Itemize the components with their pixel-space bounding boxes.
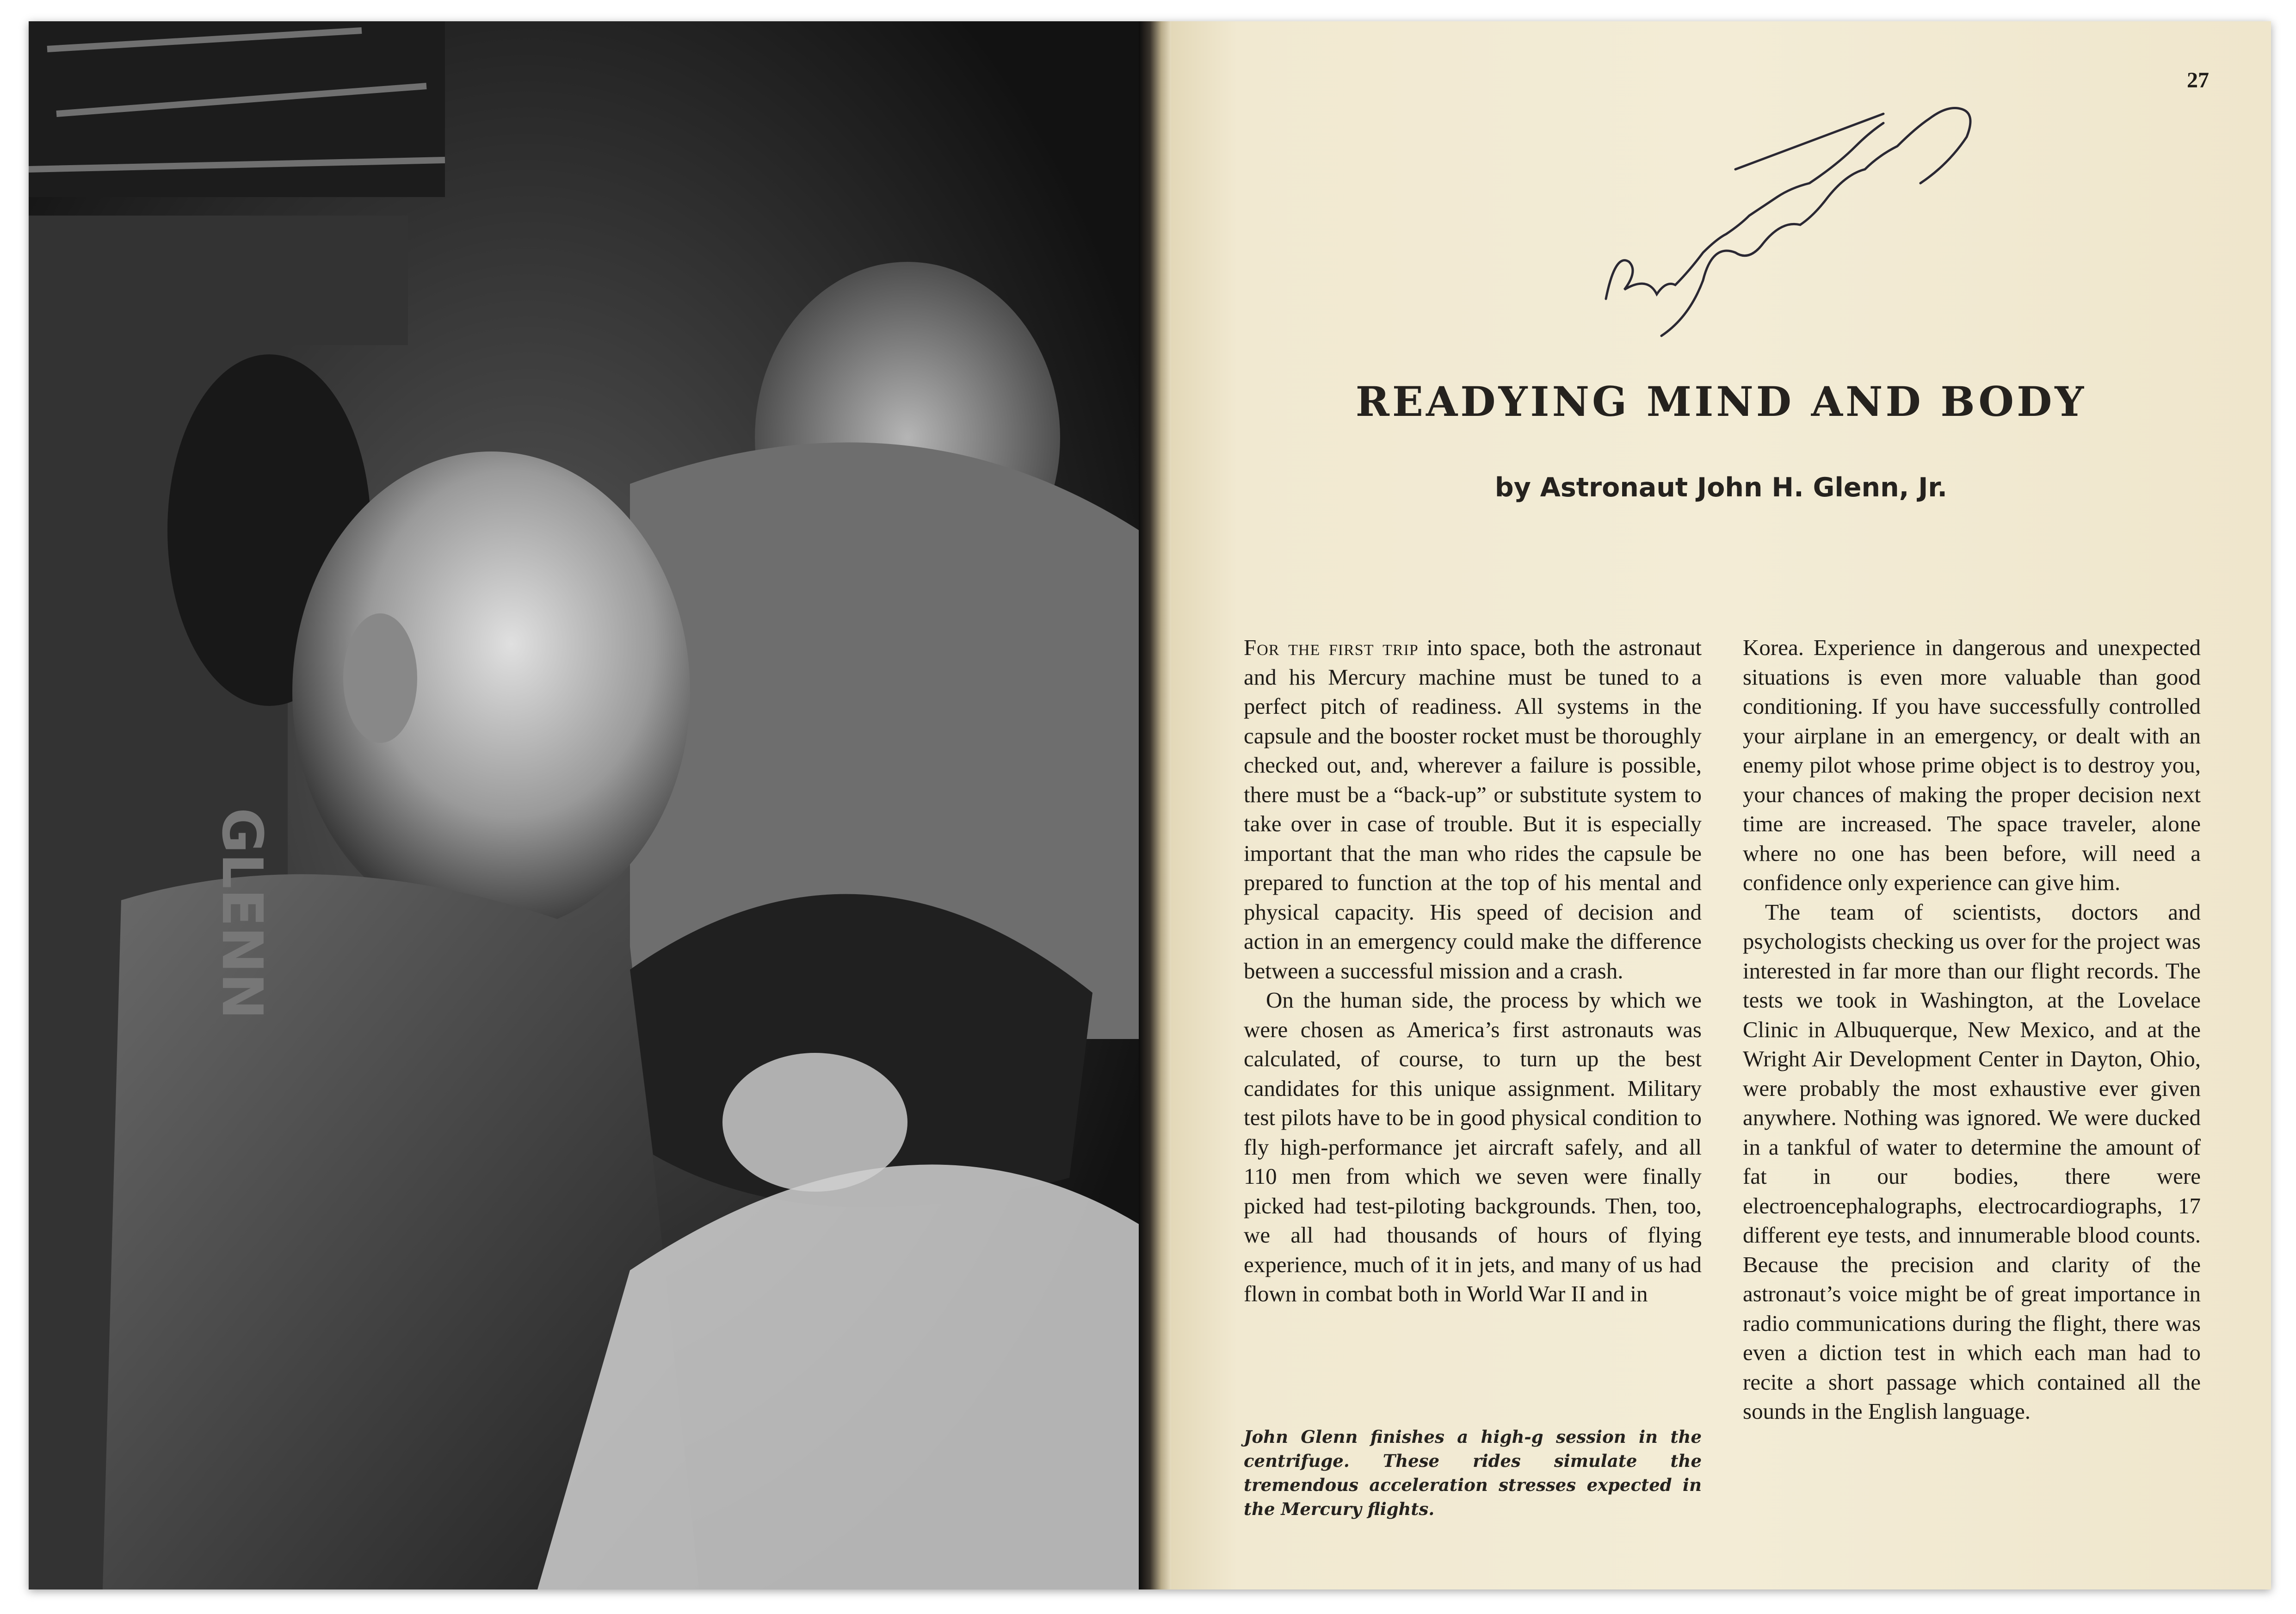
article-title: READYING MIND AND BODY: [1355, 377, 2087, 426]
article-paragraph-1: [1244, 633, 1702, 985]
page-gutter: [1139, 21, 1171, 1589]
article-page: [1171, 21, 2271, 1589]
article-column-left: [1244, 633, 1702, 1309]
article-paragraph-2-continued: Korea. Experience in dangerous and unexpected situations is even more valuable than good conditioning. If you have successfully controlled your airplane in an emergency, or dealt with an enemy pilot whose prime object is to destroy you, your chances of making the proper decision next time are increased. The space traveler, alone where no one has been before, will need a confidence only experience can give him.: [1743, 635, 2201, 895]
photo-caption: John Glenn finishes a high-g session in the centrifuge. These rides simulate the tremendous acceleration stresses expected in the Mercury flights.: [1244, 1427, 1702, 1519]
article-paragraph-2: On the human side, the process by which we were chosen as America’s first astronauts was calculated, of course, to turn up the best candidates for this unique assignment. Military test pilots have to be in good physical condition to fly high-performance jet aircraft safely, and all 110 men from which we seven were finally picked had test-piloting backgrounds. Then, too, we all had thousands of hours of flying experience, much of it in jets, and many of us had flown in combat both in World War II and in: [1244, 987, 1702, 1306]
paragraph-1-text: into space, both the astronaut and his Mercury machine must be tuned to a perfect pitch of readiness. All systems in the capsule and the booster rocket must be thoroughly checked out, and, wherever a failure is possible, there must be a “back-up” or substitute system to take over in case of trouble. But it is especially important that the man who rides the capsule be prepared to function at the top of his mental and physical capacity. His speed of decision and action in an emergency could make the difference between a successful mission and a crash.: [1244, 635, 1702, 983]
handwritten-signature: [1597, 77, 2004, 354]
lead-in-smallcaps: For the first trip: [1244, 635, 1419, 660]
hatch-name-text: GLENN: [210, 808, 274, 1020]
page-number: 27: [2187, 68, 2209, 93]
magazine-spread: [29, 21, 2271, 1589]
article-byline: by Astronaut John H. Glenn, Jr.: [1494, 472, 1948, 503]
photograph-page: [29, 21, 1139, 1589]
article-column-right: [1743, 633, 2201, 1426]
astronaut-photograph: [29, 21, 1139, 1589]
article-paragraph-3: The team of scientists, doctors and psychologists checking us over for the project was interested in far more than our flight records. The tests we took in Washington, at the Lovelace Clinic in Albuquerque, New Mexico, and at the Wright Air Development Center in Dayton, Ohio, were probably the most exhaustive ever given anywhere. Nothing was ignored. We were ducked in a tankful of water to determine the amount of fat in our bodies, there were electroencephalographs, electrocardiographs, 17 different eye tests, and innumerable blood counts. Because the precision and clarity of the astronaut’s voice might be of great importance in radio communications during the flight, there was even a diction test in which each man had to recite a short passage which contained all the sounds in the English language.: [1743, 899, 2201, 1424]
